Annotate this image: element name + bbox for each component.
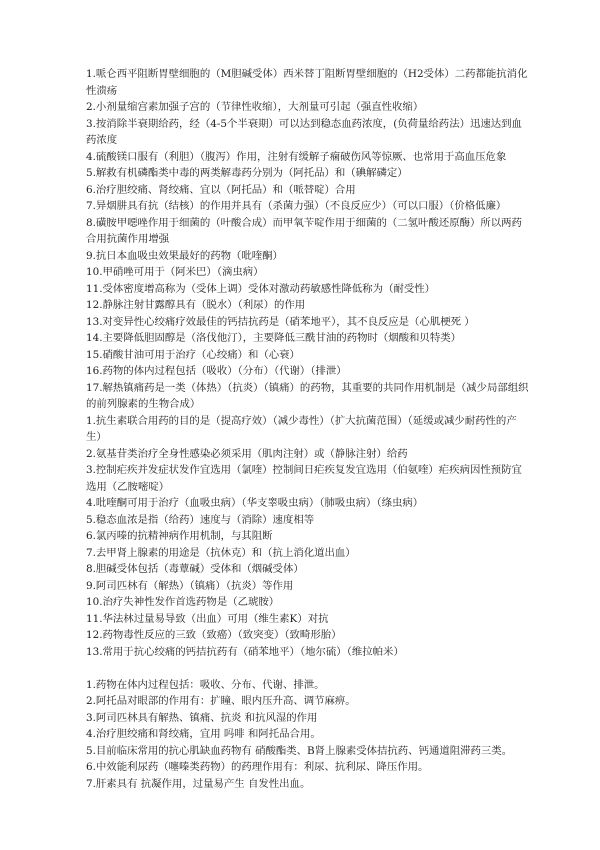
note-line: 5.稳态血浓是指（给药）速度与（消除）速度相等 <box>86 513 315 526</box>
note-line: 3.阿司匹林具有解热、镇痛、抗炎 和抗风湿的作用 <box>86 711 318 724</box>
note-line: 6.氯丙嗪的抗精神病作用机制，与其阻断 <box>86 530 273 542</box>
note-line: 2.阿托品对眼部的作用有：扩瞳、眼内压升高、调节麻痹。 <box>86 695 356 707</box>
note-line: 7.去甲肾上腺素的用途是（抗休克）和（抗上消化道出血） <box>86 546 356 559</box>
note-line: 1.哌仑西平阻断胃壁细胞的（M胆碱受体）西米替丁阻断胃壁细胞的（H2受体）二药都能抗消化性溃疡 <box>86 68 528 97</box>
note-line: 7.肝素具有 抗凝作用，过量易产生 自发性出血。 <box>86 777 311 790</box>
note-line: 16.药物的体内过程包括（吸收）（分布）（代谢）（排泄） <box>86 365 347 377</box>
note-line: 2.氨基苷类治疗全身性感染必须采用（肌肉注射）或（静脉注射）给药 <box>86 447 408 460</box>
note-line: 4.治疗胆绞痛和肾绞痛，宜用 吗啡 和阿托品合用。 <box>86 728 321 740</box>
note-line: 12.静脉注射甘露醇具有（脱水）（利尿）的作用 <box>86 299 306 311</box>
note-line: 5.目前临床常用的抗心肌缺血药物有 硝酸酯类、B肾上腺素受体拮抗药、钙通道阻滞药三类。 <box>86 744 513 757</box>
note-line: 11.华法林过量易导致（出血）可用（维生素K）对抗 <box>86 612 329 625</box>
note-line: 4.硫酸镁口服有（利胆）（腹泻）作用，注射有缓解子痫破伤风等惊厥、也常用于高血压危象 <box>86 150 507 163</box>
note-line: 9.抗日本血吸虫效果最好的药物（吡喹酮） <box>86 249 283 262</box>
note-line: 17.解热镇痛药是一类（体热）（抗炎）（镇痛）的药物，其重要的共同作用机制是（减少局部组织的前列腺素的生物合成） <box>86 381 529 410</box>
note-line: 3.控制疟疾并发症状发作宜选用（氯喹）控制间日疟疾复发宜选用（伯氨喹）疟疾病因性预防宜选用（乙胺嘧啶） <box>86 464 522 493</box>
fill-in-notes-section <box>86 66 530 660</box>
summary-notes-section <box>86 677 530 793</box>
note-line: 14.主要降低胆固醇是（洛伐他汀），主要降低三酰甘油的药物时（烟酸和贝特类） <box>86 332 461 344</box>
note-line: 4.吡喹酮可用于治疗（血吸虫病）（华支睾吸虫病）（肺吸虫病）（绦虫病） <box>86 497 424 509</box>
note-line: 9.阿司匹林有（解热）（镇痛）（抗炎）等作用 <box>86 579 294 592</box>
note-line: 3.按消除半衰期给药，经（4-5个半衰期）可以达到稳态血药浓度，(负荷量给药法）迅速达到血药浓度 <box>86 117 522 146</box>
note-line: 10.甲硝唑可用于（阿米巴）（滴虫病） <box>86 266 264 278</box>
section-gap <box>86 660 530 677</box>
note-line: 12.药物毒性反应的三致（致癌）（致突变）（致畸形胎） <box>86 629 342 641</box>
note-line: 8.胆碱受体包括（毒蕈碱）受体和（烟碱受体） <box>86 563 304 575</box>
note-line: 2.小剂量缩宫素加强子宫的（节律性收缩），大剂量可引起（强直性收缩） <box>86 101 424 113</box>
note-line: 1.抗生素联合用药的目的是（提高疗效）（减少毒性）（扩大抗菌范围）（延缓或减少耐药性的产生） <box>86 414 517 443</box>
note-line: 15.硝酸甘油可用于治疗（心绞痛）和（心衰） <box>86 348 300 361</box>
note-line: 13.常用于抗心绞痛的钙拮抗药有（硝苯地平）（地尔硫）（维拉帕米） <box>86 645 404 658</box>
note-line: 5.解救有机磷酯类中毒的两类解毒药分别为（阿托品）和（碘解磷定） <box>86 167 408 179</box>
note-line: 8.磺胺甲噁唑作用于细菌的（叶酸合成）而甲氧苄啶作用于细菌的（二氢叶酸还原酶）所以两药合用抗菌作用增强 <box>86 216 522 245</box>
note-line: 6.中效能利尿药（噻嗪类药物）的药理作用有：利尿、抗利尿、降压作用。 <box>86 761 429 773</box>
note-line: 13.对变异性心绞痛疗效最佳的钙拮抗药是（硝苯地平），其不良反应是（心肌梗死 ） <box>86 315 475 328</box>
note-line: 11.受体密度增高称为（受体上调）受体对激动药敏感性降低称为（耐受性） <box>86 282 436 295</box>
note-line: 6.治疗胆绞痛、肾绞痛、宜以（阿托品）和（哌替啶）合用 <box>86 183 356 196</box>
document-page <box>86 66 530 792</box>
note-line: 10.治疗失神性发作首选药物是（乙琥胺） <box>86 596 280 608</box>
note-line: 1.药物在体内过程包括：吸收、分布、代谢、排泄。 <box>86 678 325 691</box>
note-line: 7.异烟肼具有抗（结核）的作用并具有（杀菌力强）（不良反应少）（可以口服）（价格低廉） <box>86 200 507 212</box>
